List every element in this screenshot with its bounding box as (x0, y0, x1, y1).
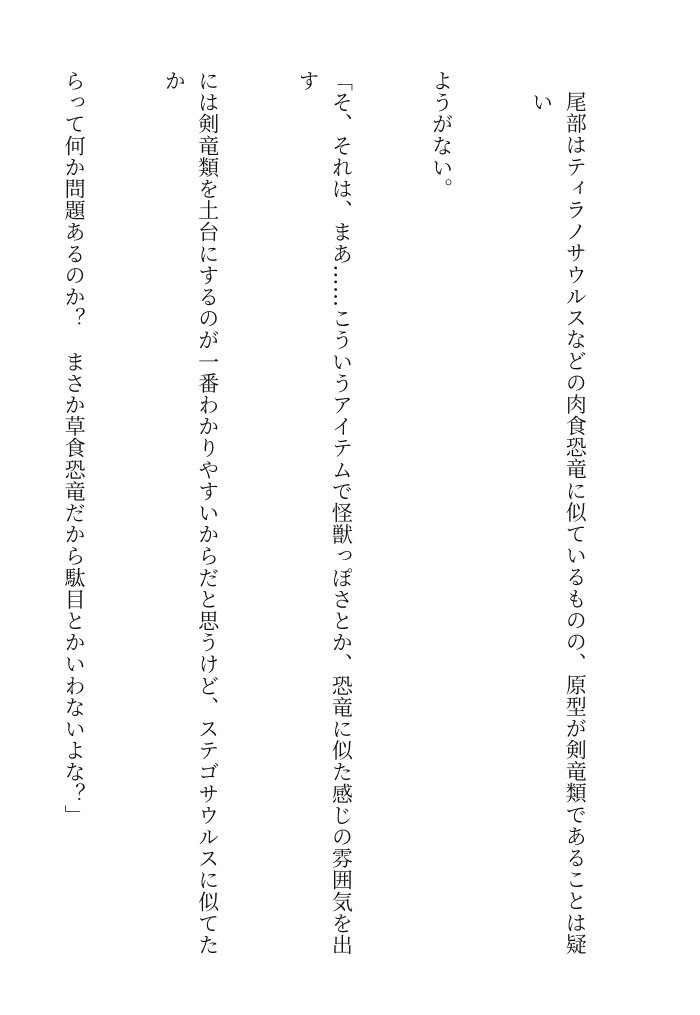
vertical-text-body (0, 70, 658, 970)
text-line: ようがない。 (429, 70, 454, 200)
text-line: には剣竜類を土台にするのが一番わかりやすいからだと思うけど、ステゴサウルスに似てたか (162, 70, 220, 956)
text-line: 尾部はティラノサウルスなどの肉食恐竜に似ているものの、原型が剣竜類であることは疑い (529, 91, 588, 955)
text-line: 「そ、それは、まあ……こういうアイテムで怪獣っぽさとか、恐竜に似た感じの雰囲気を出す (295, 70, 354, 956)
text-line: らって何か問題あるのか？ まさか草食恐竜だから駄目とかいわないよな？」 (62, 70, 87, 826)
